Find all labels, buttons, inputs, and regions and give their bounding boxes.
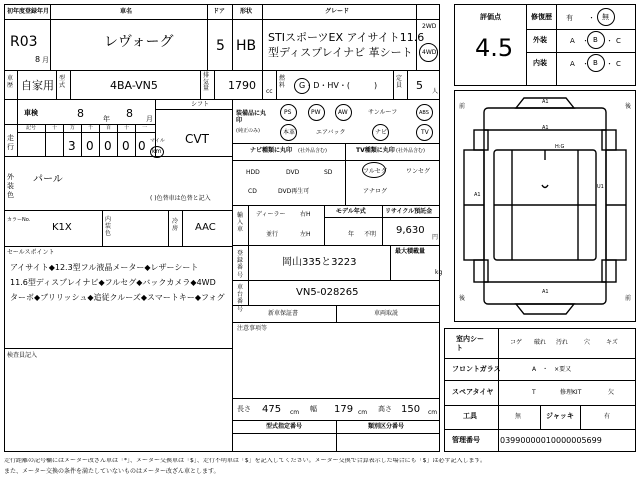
reg-year: R03 <box>10 34 38 50</box>
disp-unit: cc <box>266 88 273 95</box>
repair-opt-1: ・ <box>588 14 595 22</box>
ac-label: 冷房 <box>172 218 179 233</box>
fuel-label: 燃料 <box>279 75 286 90</box>
shape-label: 形状 <box>240 8 253 15</box>
type-cert-label: 型式指定番号 <box>266 423 303 430</box>
spare-item-1: 修理KIT <box>560 389 582 396</box>
model-year-unknown: 不明 <box>364 231 377 238</box>
max-load-unit: kg <box>435 269 443 276</box>
equip-sunroof: サンルーフ <box>368 109 398 116</box>
mileage-col-4: 百 <box>106 125 112 131</box>
length-value: 475 <box>262 404 282 415</box>
glass-value: A ・ ×要又 <box>532 366 572 373</box>
diag-label-0: A1 <box>542 99 549 105</box>
grade-line2: 型ディスプレイナビ 革シート <box>268 46 413 59</box>
import-label: 輸入車 <box>237 212 244 234</box>
tv-analog: アナログ <box>363 188 388 195</box>
chassis-value: VN5-028265 <box>296 287 359 298</box>
doors-label: ドア <box>213 8 225 15</box>
inspection-label: 車検 <box>24 109 38 117</box>
navi-cd: CD <box>248 188 257 195</box>
seat-item-4: キズ <box>606 339 618 346</box>
reg-label: 車歴 <box>7 75 14 90</box>
rating-label: 評価点 <box>480 13 501 21</box>
equipment-label: 装備品に丸印 <box>236 110 267 125</box>
ac-value: AAC <box>195 222 216 233</box>
inspector-label: 検査員記入 <box>7 352 38 359</box>
exterior-cond-label: 外装 <box>533 36 547 44</box>
warranty-label: 新車保証書 <box>268 310 299 317</box>
cap-unit: 人 <box>432 88 439 95</box>
inspection-year: 8 <box>77 107 84 120</box>
navi-sub: (社外品含む) <box>298 148 327 154</box>
mileage-col-0: 記号 <box>26 125 37 131</box>
ext-grade-b: B <box>593 36 598 44</box>
car-name-label: 車名 <box>120 8 133 15</box>
diag-side-2: 後 <box>625 103 632 110</box>
exterior-note: ( )色替車は色替と記入 <box>150 195 211 202</box>
tools-label: 工具 <box>463 412 477 420</box>
import-dealer: ディーラー <box>256 211 286 218</box>
footer-line1: 走行距離の記号欄にはメーター改ざん車は「*」、メーター交換車は「$」、走行不明車は「$」を記入してください。メーター交換で合算表示した場合にも「$」は必ず記入します。 <box>4 458 486 464</box>
inspection-month-unit: 月 <box>146 115 153 123</box>
spare-item-2: 欠 <box>608 389 615 396</box>
mileage-digit-1: 0 <box>86 139 94 153</box>
diag-label-1: A1 <box>542 125 549 131</box>
equip-aw: AW <box>338 109 348 116</box>
equipment-sub: (純正のみ) <box>236 128 260 134</box>
tv-fullseg: フルセグ <box>363 168 387 175</box>
height-unit: cm <box>428 409 438 416</box>
sales-label: セールスポイント <box>7 249 55 256</box>
grade-label: グレード <box>325 8 350 15</box>
length-label: 長さ <box>237 405 251 413</box>
mgmt-value: 03990000010000005699 <box>500 436 602 445</box>
equip-abs: ABS <box>419 110 429 116</box>
import-left: 左H <box>300 231 311 238</box>
spare-label: スペアタイヤ <box>452 388 494 396</box>
equip-pw: PW <box>311 109 321 116</box>
mileage-label: 走行 <box>7 134 14 152</box>
cap-label: 定員 <box>396 75 403 90</box>
mileage-col-5: 十 <box>124 125 130 131</box>
mileage-unit-km: km <box>152 148 162 155</box>
rating-value: 4.5 <box>475 34 514 62</box>
diag-label-2: A1 <box>474 192 481 198</box>
repair-opt-0: 有 <box>566 14 573 22</box>
jack-label: ジャッキ <box>546 412 574 420</box>
navi-sd: SD <box>324 169 333 176</box>
int-grade-sep2: ・ <box>606 60 613 68</box>
sales-line-0: アイサイト◆12.3型フル液晶メーター◆レザーシート <box>10 263 199 272</box>
mileage-digit-4: 0 <box>138 139 146 153</box>
int-grade-sep1: ・ <box>582 60 589 68</box>
mileage-digit-3: 0 <box>122 139 130 153</box>
shape-value: HB <box>236 38 257 54</box>
chassis-label: 車台番号 <box>237 284 244 313</box>
shift-value: CVT <box>185 132 209 146</box>
cap-value: 5 <box>416 79 423 92</box>
disp-value: 1790 <box>228 79 256 92</box>
recycle-value: 9,630 <box>396 225 425 236</box>
width-unit: cm <box>358 409 368 416</box>
interior-cond-label: 内装 <box>533 59 547 67</box>
model-label: 型式 <box>59 75 66 90</box>
navi-dvd-play: DVD再生可 <box>278 188 310 195</box>
mileage-digit-2: 0 <box>104 139 112 153</box>
int-grade-b: B <box>593 59 598 67</box>
diag-label-3: U1 <box>597 184 604 190</box>
shift-label: シフト <box>191 101 210 108</box>
drive-4wd: 4WD <box>422 49 437 56</box>
equip-tv: TV <box>421 129 429 136</box>
equip-leather: 本革 <box>283 129 296 136</box>
seat-item-3: 穴 <box>584 339 591 346</box>
mileage-unit-mile: マイル <box>150 138 165 144</box>
int-grade-c: C <box>616 60 621 68</box>
manual-label: 車両取説 <box>374 310 399 317</box>
width-label: 幅 <box>310 405 317 413</box>
reg-year-label: 初年度登録年月 <box>7 8 50 15</box>
length-unit: cm <box>290 409 300 416</box>
reg-month: 8 <box>35 55 41 64</box>
sales-line-2: ターボ◆ブリリッシュ◆追従クルーズ◆スマートキー◆フォグ <box>10 293 225 302</box>
import-parallel: 並行 <box>266 231 279 238</box>
drive-2wd: 2WD <box>422 23 437 30</box>
grade-line1: STIスポーツEX アイサイト11.6 <box>268 31 425 44</box>
car-name: レヴォーグ <box>104 34 174 50</box>
mileage-col-2: 万 <box>70 125 76 131</box>
exterior-label: 外装色 <box>7 173 14 200</box>
height-value: 150 <box>401 404 421 415</box>
fuel-value: G・D・HV・( ) <box>299 81 378 90</box>
jack-value: 有 <box>604 413 611 420</box>
model-year-label: モデル年式 <box>336 208 366 215</box>
width-value: 179 <box>334 404 354 415</box>
registration-value: 岡山335と3223 <box>282 257 357 268</box>
color-code-label: カラーNo. <box>7 217 31 223</box>
mileage-col-6: 一 <box>142 125 148 131</box>
disp-label: 排気量 <box>203 72 210 93</box>
recycle-unit: 円 <box>432 234 439 241</box>
tv-label: TV種類に丸印 <box>356 147 395 154</box>
equip-ps: PS <box>284 109 292 116</box>
sales-line-1: 11.6型ディスプレイナビ◆フルセグ◆バックカメラ◆4WD <box>10 278 216 287</box>
ext-grade-sep1: ・ <box>582 37 589 45</box>
footer-line2: また、メーター交換の条件を満たしていないものはメーター改ざん車とします。 <box>4 468 220 475</box>
diag-label-10: H:G <box>555 144 565 150</box>
diag-label-4: A1 <box>542 289 549 295</box>
interior-color-label: 内装色 <box>105 216 112 238</box>
spare-item-0: T <box>532 389 536 396</box>
notes-label: 注意事項等 <box>237 325 268 332</box>
mileage-col-1: 十 <box>52 125 58 131</box>
navi-dvd: DVD <box>286 169 300 176</box>
inspection-month: 8 <box>126 107 133 120</box>
diag-side-0: 前 <box>459 103 466 110</box>
equip-navi: ナビ <box>375 129 388 136</box>
class-label: 類別区分番号 <box>368 423 405 430</box>
color-code-value: K1X <box>52 222 72 233</box>
month-unit: 月 <box>42 56 49 64</box>
ext-grade-c: C <box>616 37 621 45</box>
import-right: 右H <box>300 211 311 218</box>
diag-side-1: 後 <box>459 295 466 302</box>
tv-oneseg: ワンセグ <box>406 168 431 175</box>
repair-opt-2: 無 <box>602 13 609 21</box>
height-label: 高さ <box>378 405 392 413</box>
inspection-year-unit: 年 <box>103 115 110 123</box>
repair-label: 修復歴 <box>531 13 552 21</box>
doors-value: 5 <box>216 38 225 54</box>
equip-airbag: エアバック <box>316 129 346 136</box>
model-value: 4BA-VN5 <box>110 79 158 92</box>
navi-label: ナビ種類に丸印 <box>250 147 293 154</box>
seat-item-1: 破れ <box>534 339 547 346</box>
mileage-col-3: 千 <box>88 125 94 131</box>
exterior-value: パール <box>33 174 63 185</box>
glass-label: フロントガラス <box>452 365 501 373</box>
max-load-label: 最大積載量 <box>395 248 426 255</box>
ext-grade-a: A <box>570 37 575 45</box>
seat-label: 室内シート <box>456 335 484 353</box>
diag-side-3: 前 <box>625 295 632 302</box>
ext-grade-sep2: ・ <box>606 37 613 45</box>
tv-sub: (社外品含む) <box>396 148 425 154</box>
tools-value: 無 <box>515 413 522 420</box>
navi-hdd: HDD <box>246 169 260 176</box>
int-grade-a: A <box>570 60 575 68</box>
reg-value: 自家用 <box>21 79 54 92</box>
mileage-digit-0: 3 <box>68 139 76 153</box>
seat-item-0: コゲ <box>510 339 523 346</box>
seat-item-2: 汚れ <box>556 339 569 346</box>
model-year-unit: 年 <box>348 231 355 238</box>
registration-label: 登録番号 <box>237 250 244 279</box>
recycle-label: リサイクル預託金 <box>385 208 433 215</box>
mgmt-label: 管理番号 <box>452 436 480 444</box>
